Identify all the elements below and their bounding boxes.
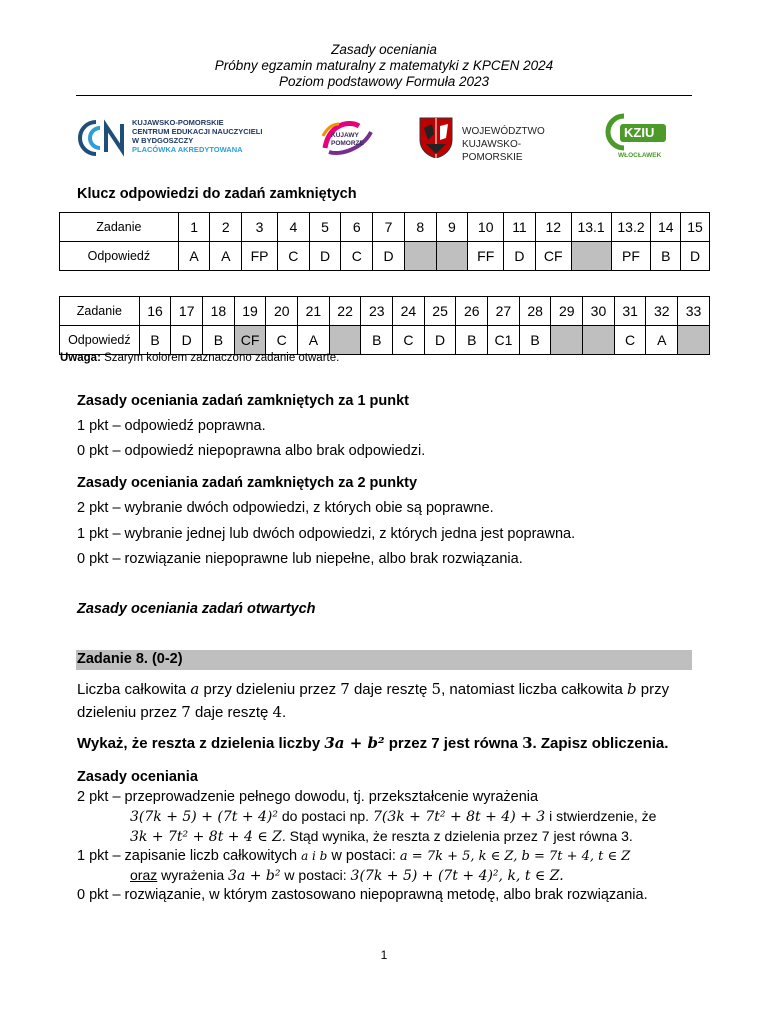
task-number-cell: 20 [266,297,298,326]
text: daje resztę [349,681,432,698]
text: w postaci: [327,848,400,864]
rules-1pt-line1: 1 pkt – odpowiedź poprawna. [77,418,266,434]
answer-cell: D [424,326,456,355]
expression: a i b [301,849,328,863]
scoring-heading: Zasady oceniania [77,769,198,785]
answer-cell: A [646,326,678,355]
note-text: Szarym kolorem zaznaczono zadanie otwarte. [100,352,340,364]
answer-cell: A [298,326,330,355]
answer-cell: D [171,326,203,355]
task-number-cell: 18 [203,297,235,326]
answer-cell: PF [611,242,651,271]
answer-cell [551,326,583,355]
doc-title: Zasady oceniania [331,42,437,57]
text: do postaci np. [278,808,373,824]
rules-1pt-heading: Zasady oceniania zadań zamkniętych za 1 punkt [77,393,409,409]
task-8-question [77,734,668,752]
kpcen-logo [76,116,286,160]
answer-cell: D [309,242,341,271]
task-number-cell: 27 [488,297,520,326]
task-number-cell: 1 [178,213,210,242]
expression: 3a + b² [324,734,385,752]
kpcen-line1: KUJAWSKO-POMORSKIE [132,118,224,127]
task-number-cell: 5 [309,213,341,242]
kziu-city: WŁOCŁAWEK [618,152,662,159]
task-number-cell: 2 [210,213,242,242]
kpcen-line4: PLACÓWKA AKREDYTOWANA [132,145,243,154]
text: i stwierdzenie, że [545,808,657,824]
task-number-cell: 14 [651,213,681,242]
table-row [60,213,710,242]
kujawy-line1: KUJAWY [331,132,359,139]
table-row [60,297,710,326]
task-number-cell: 4 [277,213,309,242]
task-number-cell: 16 [139,297,171,326]
answer-cell [583,326,615,355]
answer-cell: FP [242,242,278,271]
text: . Stąd wynika, że reszta z dzielenia przez 7 jest równa 3. [281,828,633,844]
answer-cell [329,326,361,355]
rules-2pt-heading: Zasady oceniania zadań zamkniętych za 2 punkty [77,475,418,491]
expression: 3a + b² [228,868,281,884]
answer-cell: A [178,242,210,271]
task-number-cell: 3 [242,213,278,242]
answer-key-table-1 [59,212,710,271]
answer-cell: D [373,242,405,271]
task-number-cell: 31 [614,297,646,326]
task-number-cell: 13.2 [611,213,651,242]
task-number-cell: 32 [646,297,678,326]
kpcen-line3: W BYDGOSZCZY [132,136,194,145]
kziu-name: KZIU [624,125,655,140]
rules-2pt-line1: 2 pkt – wybranie dwóch odpowiedzi, z których obie są poprawne. [77,500,494,516]
answer-cell: C [393,326,425,355]
open-tasks-heading: Zasady oceniania zadań otwartych [77,601,316,617]
answer-cell: C [341,242,373,271]
kpcen-line2: CENTRUM EDUKACJI NAUCZYCIELI [132,127,263,136]
kujawy-pomorze-logo [319,118,381,160]
task-number-cell: 7 [373,213,405,242]
scoring-2pt-line3 [130,828,633,845]
num: 3 [522,734,533,752]
task-8-statement-line1 [77,680,669,698]
text: przez 7 jest równa [384,735,523,752]
woj-line1: WOJEWÓDZTWO [462,126,545,137]
row-label-task: Zadanie [60,297,140,326]
num: 5 [431,680,442,698]
text: Liczba całkowita [77,681,191,698]
text: oraz [130,867,158,883]
page-number: 1 [380,948,388,962]
answer-cell: B [139,326,171,355]
task-number-cell: 8 [404,213,436,242]
grey-note [60,352,339,364]
var-b: b [626,680,637,698]
doc-subtitle: Próbny egzamin maturalny z matematyki z KPCEN 2024 [214,58,554,73]
task-number-cell: 25 [424,297,456,326]
text: przy [636,681,670,698]
answer-cell: C [614,326,646,355]
answer-cell: C1 [488,326,520,355]
task-number-cell: 19 [234,297,266,326]
answer-cell: B [456,326,488,355]
answer-cell [436,242,468,271]
task-number-cell: 22 [329,297,361,326]
kziu-logo [604,112,670,164]
text: Wykaż, że reszta z dzielenia liczby [77,735,325,752]
task-number-cell: 12 [535,213,571,242]
answer-cell: B [651,242,681,271]
scoring-2pt-line2 [130,808,656,825]
task-number-cell: 23 [361,297,393,326]
text: 1 pkt – zapisanie liczb całkowitych [77,848,302,864]
task-number-cell: 6 [341,213,373,242]
text: w postaci: [280,867,351,883]
logo-bar [76,112,696,164]
rules-2pt-line3: 0 pkt – rozwiązanie niepoprawne lub niepełne, albo brak rozwiązania. [77,551,523,567]
task-8-statement-line2 [77,703,286,721]
answer-cell: C [277,242,309,271]
task-number-cell: 10 [468,213,504,242]
num: 7 [340,680,350,698]
text: , natomiast liczba całkowita [441,681,627,698]
task-number-cell: 11 [504,213,536,242]
row-label-answer: Odpowiedź [60,242,179,271]
text: . Zapisz obliczenia. [532,735,669,752]
expression: 3k + 7t² + 8t + 4 ∈ Z [130,829,282,845]
answer-cell: A [210,242,242,271]
answer-cell: CF [535,242,571,271]
answer-cell [678,326,710,355]
expression: a = 7k + 5, k ∈ Z, b = 7t + 4, t ∈ Z [399,849,631,864]
header-rule [76,95,692,96]
task-number-cell: 28 [519,297,551,326]
kujawy-line2: POMORZE [331,140,364,147]
task-number-cell: 17 [171,297,203,326]
answer-cell [404,242,436,271]
text: daje resztę [190,704,273,721]
scoring-1pt [77,848,630,864]
task-8-title: Zadanie 8. (0-2) [77,651,183,667]
woj-line2: KUJAWSKO-POMORSKIE [462,139,523,163]
scoring-1pt-line2 [130,867,564,884]
answer-cell [571,242,611,271]
rules-1pt-line2: 0 pkt – odpowiedź niepoprawna albo brak odpowiedzi. [77,443,426,459]
expression: 3(7k + 5) + (7t + 4)² [130,809,278,825]
answer-cell: C [266,326,298,355]
answer-cell: CF [234,326,266,355]
table-row [60,326,710,355]
scoring-0pt: 0 pkt – rozwiązanie, w którym zastosowano niepoprawną metodę, albo brak rozwiązania. [77,887,648,903]
scoring-2pt: 2 pkt – przeprowadzenie pełnego dowodu, tj. przekształcenie wyrażenia [77,789,539,805]
kpcen-mark-icon [76,116,128,160]
expression: 3(7k + 5) + (7t + 4)², k, t ∈ Z. [350,868,564,884]
answer-cell: B [203,326,235,355]
expression: 7(3k + 7t² + 8t + 4) + 3 [372,809,546,825]
task-number-cell: 13.1 [571,213,611,242]
table-row [60,242,710,271]
text: wyrażenia [157,867,229,883]
task-number-cell: 15 [681,213,710,242]
task-number-cell: 30 [583,297,615,326]
wojewodztwo-logo [418,116,578,163]
text: dzieleniu przez [77,704,182,721]
answer-cell: FF [468,242,504,271]
text: przy dzieleniu przez [199,681,341,698]
task-number-cell: 26 [456,297,488,326]
num: 7 [181,703,191,721]
task-number-cell: 24 [393,297,425,326]
var-a: a [190,680,200,698]
answer-cell: B [361,326,393,355]
answer-key-table-2 [59,296,710,355]
num: 4 [272,703,283,721]
task-number-cell: 29 [551,297,583,326]
note-label: Uwaga: [60,352,101,364]
answer-cell: D [504,242,536,271]
task-number-cell: 9 [436,213,468,242]
row-label-answer: Odpowiedź [60,326,140,355]
rules-2pt-line2: 1 pkt – wybranie jednej lub dwóch odpowiedzi, z których jedna jest poprawna. [77,526,576,542]
answer-cell: D [681,242,710,271]
text: . [282,704,287,721]
answer-cell: B [519,326,551,355]
task-number-cell: 33 [678,297,710,326]
doc-level: Poziom podstawowy Formuła 2023 [278,74,490,89]
task-number-cell: 21 [298,297,330,326]
coat-of-arms-icon [418,116,454,158]
row-label-task: Zadanie [60,213,179,242]
answer-key-heading: Klucz odpowiedzi do zadań zamkniętych [77,186,357,202]
